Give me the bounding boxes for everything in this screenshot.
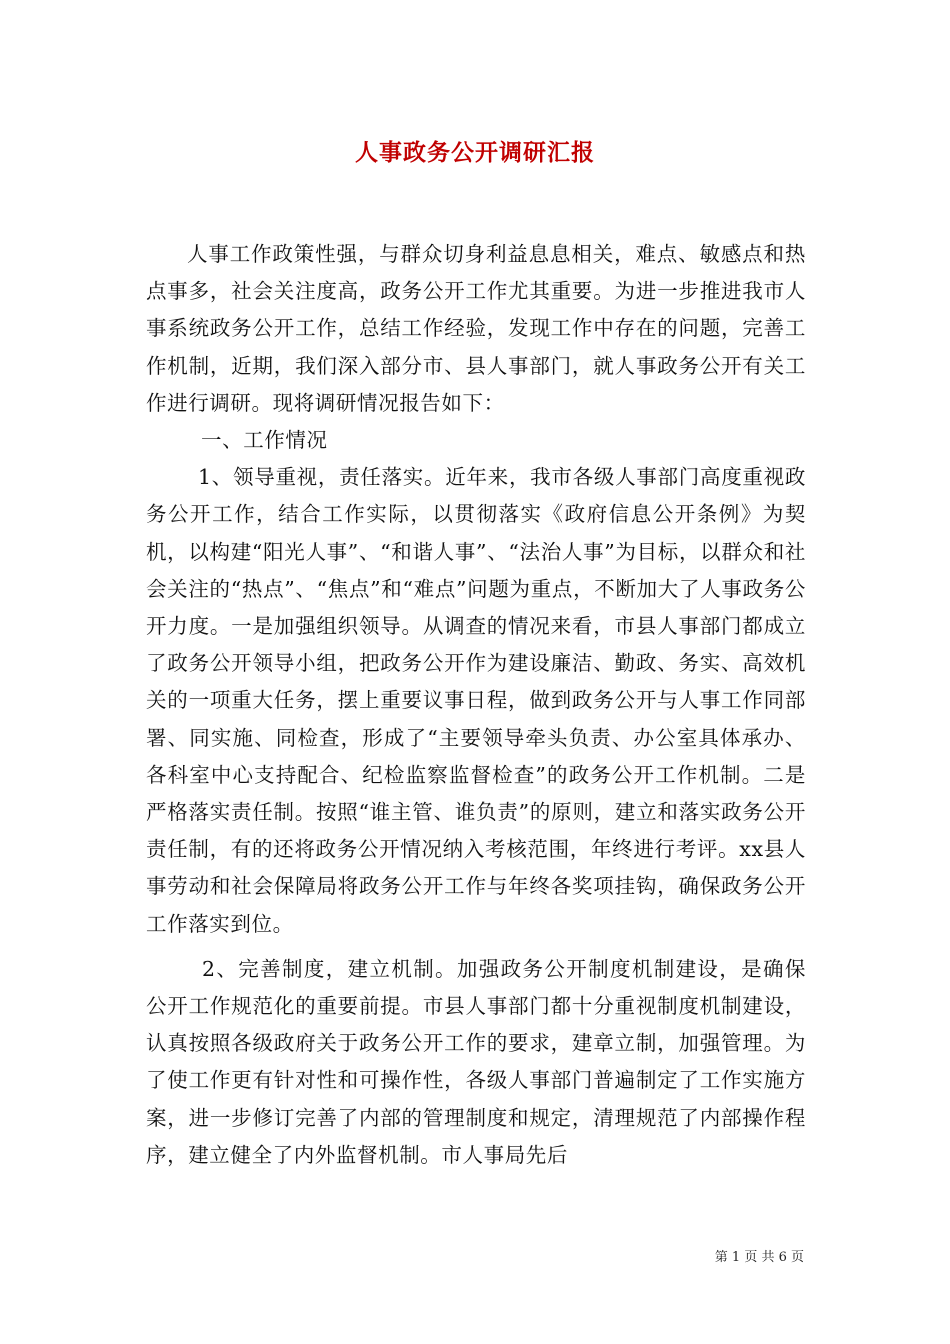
- item-2-paragraph: 2、完善制度，建立机制。加强政务公开制度机制建设，是确保公开工作规范化的重要前提。市县人事部门都十分重视制度机制建设，认真按照各级政府关于政务公开工作的要求，建章立制，加强管理。为了使工作更有针对性和可操作性，各级人事部门普遍制定了工作实施方案，进一步修订完善了内部的管理制度和规定，清理规范了内部操作程序，建立健全了内外监督机制。市人事局先后: [146, 956, 806, 1167]
- document-title: 人事政务公开调研汇报: [355, 139, 595, 166]
- page-number-footer: 第 1 页 共 6 页: [714, 1250, 804, 1265]
- item-1-paragraph: 1、领导重视，责任落实。近年来，我市各级人事部门高度重视政务公开工作，结合工作实际，以贯彻落实《政府信息公开条例》为契机，以构建“阳光人事”、“和谐人事”、“法治人事”为目标，以群众和社会关注的“热点”、“焦点”和“难点”问题为重点，不断加大了人事政务公开力度。一是加强组织领导。从调查的情况来看，市县人事部门都成立了政务公开领导小组，把政务公开作为建设廉洁、勤政、务实、高效机关的一项重大任务，摆上重要议事日程，做到政务公开与人事工作同部署、同实施、同检查，形成了“主要领导牵头负责、办公室具体承办、各科室中心支持配合、纪检监察监督检查”的政务公开工作机制。二是严格落实责任制。按照“谁主管、谁负责”的原则，建立和落实政务公开责任制，有的还将政务公开情况纳入考核范围，年终进行考评。xx县人事劳动和社会保障局将政务公开工作与年终各奖项挂钩，确保政务公开工作落实到位。: [146, 465, 806, 936]
- document-body: [146, 236, 806, 1174]
- section-heading: 一、工作情况: [201, 428, 328, 453]
- intro-paragraph: 人事工作政策性强，与群众切身利益息息相关，难点、敏感点和热点事多，社会关注度高，政务公开工作尤其重要。为进一步推进我市人事系统政务公开工作，总结工作经验，发现工作中存在的问题，完善工作机制，近期，我们深入部分市、县人事部门，就人事政务公开有关工作进行调研。现将调研情况报告如下：: [146, 242, 806, 415]
